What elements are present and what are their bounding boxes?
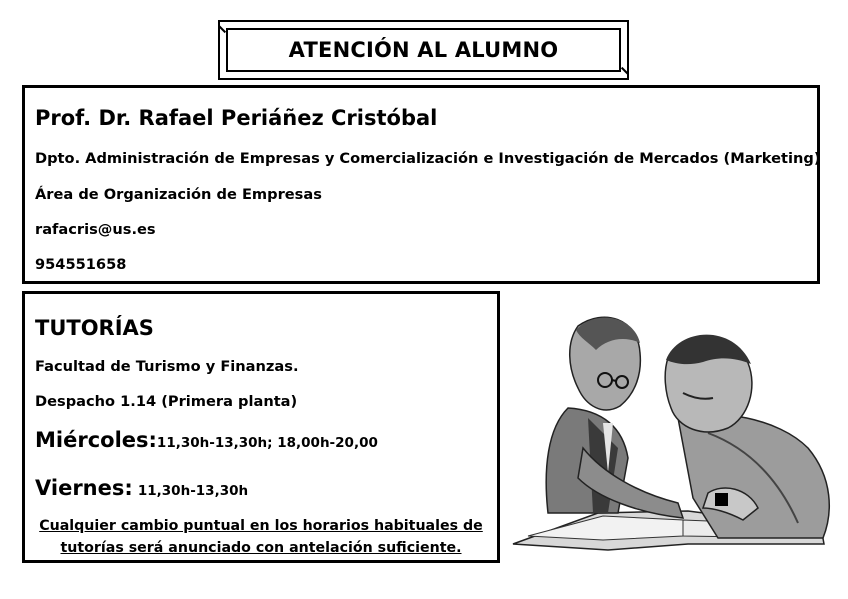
schedule-notice [31,515,491,559]
title-banner [218,20,629,80]
study-scene-icon [508,298,838,560]
notice-line-2: tutorías será anunciado con antelación suficiente. [60,540,462,556]
contact-card [22,85,820,284]
faculty-text: Facultad de Turismo y Finanzas. [35,358,299,375]
office-text: Despacho 1.14 (Primera planta) [35,393,298,410]
phone-text: 954551658 [35,256,127,273]
friday-label: Viernes: [35,476,133,500]
wednesday-label: Miércoles: [35,428,157,452]
wednesday-row [35,428,378,452]
teacher-student-illustration [508,298,838,560]
title-banner-inner [226,28,621,72]
email-text: rafacris@us.es [35,221,156,238]
department-text: Dpto. Administración de Empresas y Comercialización e Investigación de Mercados (Marketing) [35,150,821,167]
area-text: Área de Organización de Empresas [35,186,322,203]
friday-row [35,476,248,500]
page-title: ATENCIÓN AL ALUMNO [288,38,559,62]
friday-hours: 11,30h-13,30h [137,483,249,499]
wednesday-hours: 11,30h-13,30h; 18,00h-20,00 [156,435,378,451]
tutorias-card [22,291,500,563]
tutorias-title: TUTORÍAS [35,316,154,340]
notice-line-1: Cualquier cambio puntual en los horarios habituales de [39,518,483,534]
professor-name: Prof. Dr. Rafael Periáñez Cristóbal [35,106,438,130]
